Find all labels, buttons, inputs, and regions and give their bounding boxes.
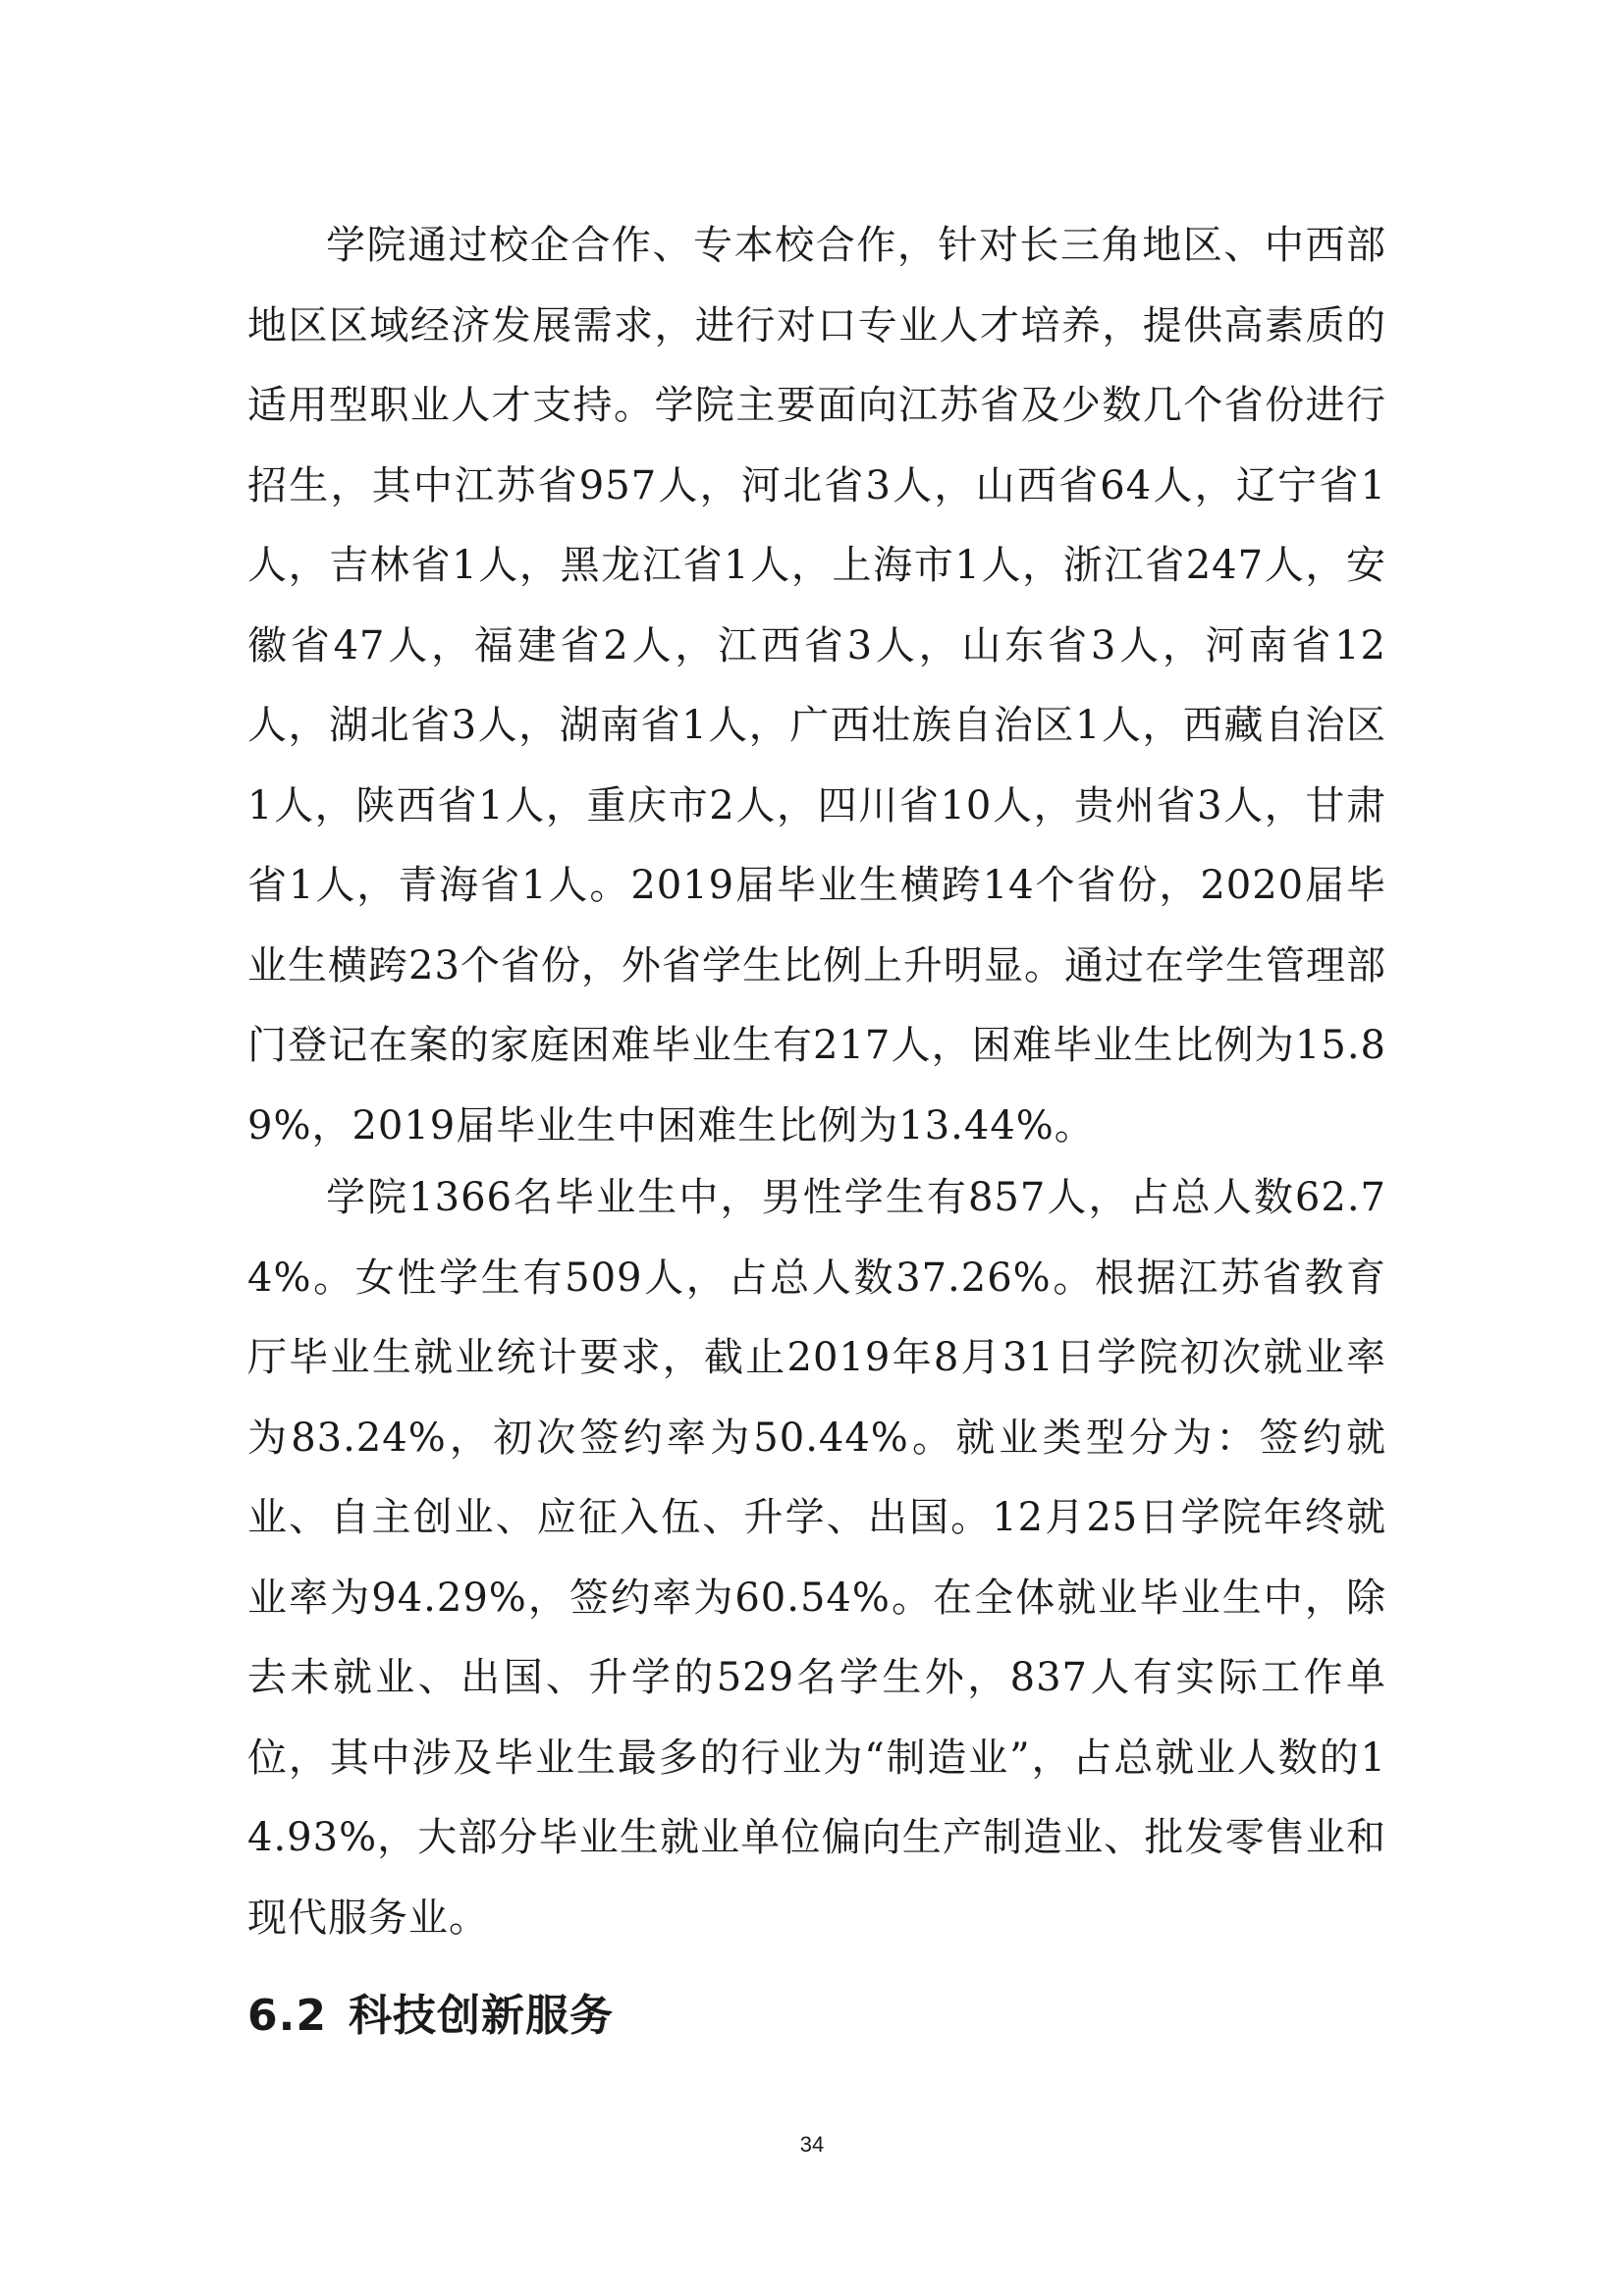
section-title: 科技创新服务 [348,1991,614,2041]
body-paragraph-2: 学院1366名毕业生中，男性学生有857人，占总人数62.74%。女性学生有509人，占总人数37.26%。根据江苏省教育厅毕业生就业统计要求，截止2019年8月31日学院初次就业率为83.24%，初次签约率为50.44%。就业类型分为：签约就业、自主创业、应征入伍、升学、出国。12月25日学院年终就业率为94.29%，签约率为60.54%。在全体就业毕业生中，除去未就业、出国、升学的529名学生外，837人有实际工作单位，其中涉及毕业生最多的行业为“制造业”，占总就业人数的14.93%，大部分毕业生就业单位偏向生产制造业、批发零售业和现代服务业。 [247,1175,1386,1941]
section-heading [247,1987,614,2046]
page-number: 34 [799,2132,825,2157]
section-number: 6.2 [247,1991,327,2041]
body-paragraph-1: 学院通过校企合作、专本校合作，针对长三角地区、中西部地区区域经济发展需求，进行对口专业人才培养，提供高素质的适用型职业人才支持。学院主要面向江苏省及少数几个省份进行招生，其中江苏省957人，河北省3人，山西省64人，辽宁省1人，吉林省1人，黑龙江省1人，上海市1人，浙江省247人，安徽省47人，福建省2人，江西省3人，山东省3人，河南省12人，湖北省3人，湖南省1人，广西壮族自治区1人，西藏自治区1人，陕西省1人，重庆市2人，四川省10人，贵州省3人，甘肃省1人，青海省1人。2019届毕业生横跨14个省份，2020届毕业生横跨23个省份，外省学生比例上升明显。通过在学生管理部门登记在案的家庭困难毕业生有217人，困难毕业生比例为15.89%，2019届毕业生中困难生比例为13.44%。 [247,223,1386,1148]
